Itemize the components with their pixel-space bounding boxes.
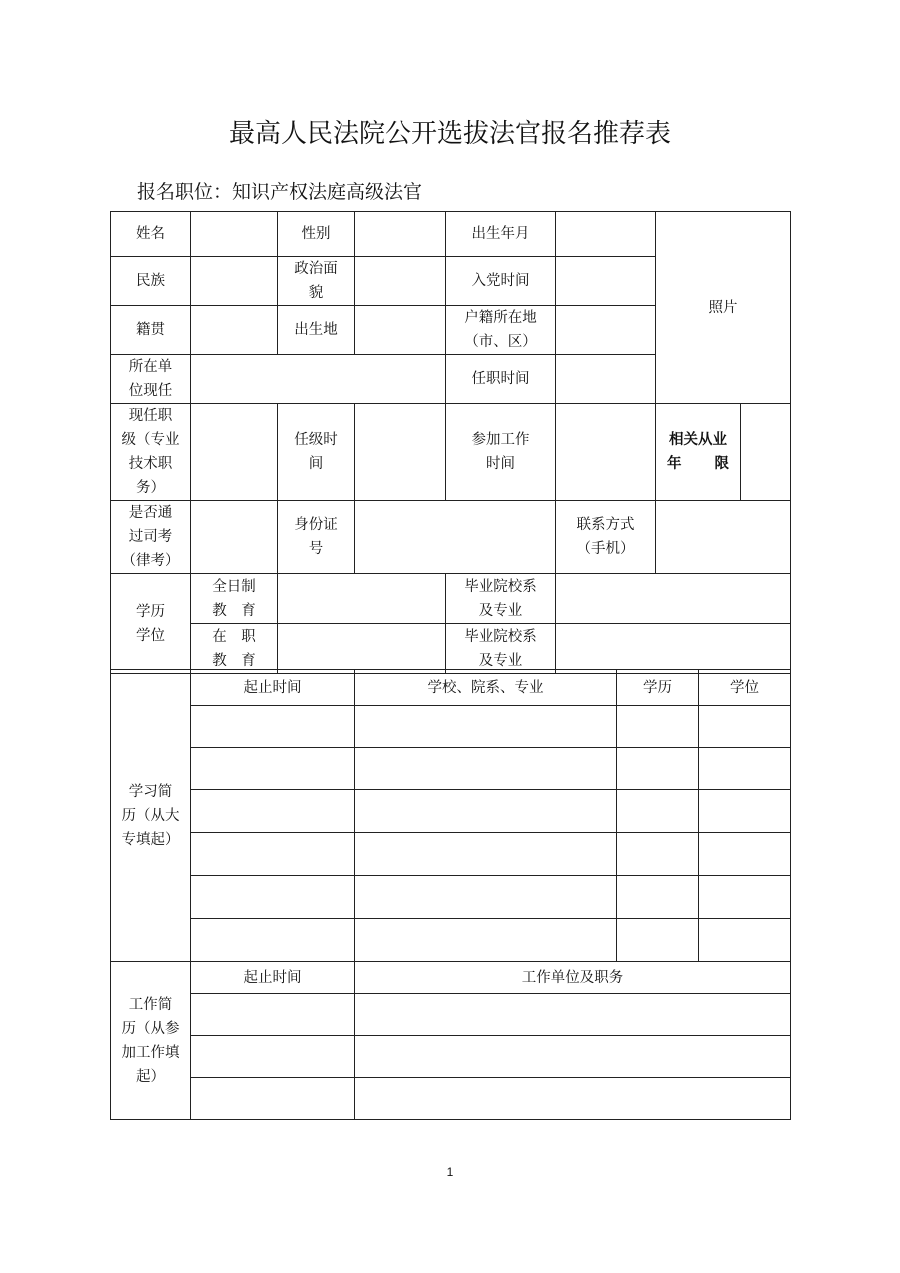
work-unit-cell[interactable] (355, 1078, 791, 1120)
contact-field[interactable] (656, 501, 791, 574)
study-school-cell[interactable] (355, 876, 617, 919)
study-degree-cell[interactable] (617, 790, 699, 833)
study-period-cell[interactable] (191, 876, 355, 919)
exam-label: 是否通 过司考 （律考） (121, 505, 180, 569)
rank-label: 现任职 级（专业 技术职 务） (121, 408, 180, 496)
study-row (111, 790, 791, 833)
work-header-period: 起止时间 (191, 962, 355, 994)
basic-info-table (110, 211, 791, 674)
study-row (111, 706, 791, 748)
study-history-table (110, 669, 791, 962)
page-number: 1 (446, 1165, 454, 1179)
work-start-label: 参加工作 时间 (471, 432, 530, 472)
parttime-label-line1: 在 职 (212, 628, 256, 645)
party-date-field[interactable] (556, 257, 656, 306)
form-title: 最高人民法院公开选拔法官报名推荐表 (228, 119, 671, 149)
study-school-cell[interactable] (355, 790, 617, 833)
study-school-cell[interactable] (355, 706, 617, 748)
rank-field[interactable] (191, 404, 278, 501)
parttime-degree-field[interactable] (278, 624, 446, 674)
study-degree-cell[interactable] (617, 919, 699, 962)
rank-date-field[interactable] (355, 404, 446, 501)
parttime-school-label: 毕业院校系 及专业 (464, 628, 537, 669)
study-diploma-cell[interactable] (699, 833, 791, 876)
work-unit-cell[interactable] (355, 994, 791, 1036)
study-header-degree: 学历 (617, 670, 699, 706)
study-period-cell[interactable] (191, 919, 355, 962)
study-period-cell[interactable] (191, 748, 355, 790)
study-diploma-cell[interactable] (699, 876, 791, 919)
study-diploma-cell[interactable] (699, 919, 791, 962)
study-period-cell[interactable] (191, 833, 355, 876)
study-header-diploma: 学位 (699, 670, 791, 706)
study-diploma-cell[interactable] (699, 748, 791, 790)
years-label-line2 (667, 452, 729, 476)
household-field[interactable] (556, 306, 656, 355)
study-school-cell[interactable] (355, 748, 617, 790)
fulltime-label (191, 574, 278, 624)
study-row (111, 833, 791, 876)
parttime-label (191, 624, 278, 674)
study-school-cell[interactable] (355, 919, 617, 962)
work-header-unit: 工作单位及职务 (355, 962, 791, 994)
work-history-table (110, 961, 791, 1120)
appoint-date-label: 任职时间 (446, 355, 556, 404)
work-row (111, 994, 791, 1036)
gender-field[interactable] (355, 212, 446, 257)
study-degree-cell[interactable] (617, 706, 699, 748)
birth-label: 出生年月 (446, 212, 556, 257)
fulltime-label-line1: 全日制 (212, 578, 256, 595)
study-school-cell[interactable] (355, 833, 617, 876)
birthplace-field[interactable] (355, 306, 446, 355)
political-field[interactable] (355, 257, 446, 306)
exam-field[interactable] (191, 501, 278, 574)
appoint-date-field[interactable] (556, 355, 656, 404)
study-degree-cell[interactable] (617, 833, 699, 876)
study-header-period: 起止时间 (191, 670, 355, 706)
party-date-label: 入党时间 (446, 257, 556, 306)
work-row (111, 1078, 791, 1120)
work-period-cell[interactable] (191, 1036, 355, 1078)
unit-label: 所在单 位现任 (128, 359, 173, 399)
study-row (111, 919, 791, 962)
parttime-school-field[interactable] (556, 624, 791, 674)
fulltime-degree-field[interactable] (278, 574, 446, 624)
fulltime-label-line2: 教 育 (212, 602, 256, 619)
name-label: 姓名 (111, 212, 191, 257)
years-label-char-b: 限 (714, 456, 729, 472)
ethnicity-label: 民族 (111, 257, 191, 306)
contact-label: 联系方式 （手机） (576, 517, 635, 557)
study-period-cell[interactable] (191, 790, 355, 833)
degree-label: 学历 学位 (136, 603, 165, 644)
work-section-label: 工作简 历（从参 加工作填 起） (121, 996, 180, 1085)
political-label: 政治面 貌 (294, 261, 338, 301)
study-period-cell[interactable] (191, 706, 355, 748)
work-period-cell[interactable] (191, 994, 355, 1036)
household-label: 户籍所在地 （市、区） (464, 310, 537, 350)
study-row (111, 876, 791, 919)
study-diploma-cell[interactable] (699, 790, 791, 833)
years-label-char-a: 年 (667, 456, 696, 472)
years-label (656, 404, 741, 501)
rank-date-label: 任级时 间 (294, 432, 338, 472)
study-diploma-cell[interactable] (699, 706, 791, 748)
unit-field[interactable] (191, 355, 446, 404)
name-field[interactable] (191, 212, 278, 257)
birth-field[interactable] (556, 212, 656, 257)
id-label: 身份证 号 (294, 517, 338, 557)
study-degree-cell[interactable] (617, 748, 699, 790)
native-label: 籍贯 (111, 306, 191, 355)
gender-label: 性别 (278, 212, 355, 257)
birthplace-label: 出生地 (278, 306, 355, 355)
native-field[interactable] (191, 306, 278, 355)
years-label-line1: 相关从业 (669, 432, 727, 448)
fulltime-school-field[interactable] (556, 574, 791, 624)
work-period-cell[interactable] (191, 1078, 355, 1120)
photo-label: 照片 (708, 299, 738, 316)
position-line: 报名职位：知识产权法庭高级法官 (137, 181, 423, 203)
study-row (111, 748, 791, 790)
work-start-field[interactable] (556, 404, 656, 501)
id-field[interactable] (355, 501, 556, 574)
work-row (111, 1036, 791, 1078)
study-section-label: 学习简 历（从大 专填起） (121, 783, 180, 848)
photo-box (656, 212, 791, 404)
fulltime-school-label: 毕业院校系 及专业 (464, 578, 537, 619)
work-unit-cell[interactable] (355, 1036, 791, 1078)
parttime-label-line2: 教 育 (212, 652, 256, 669)
ethnicity-field[interactable] (191, 257, 278, 306)
years-field[interactable] (741, 404, 791, 501)
study-header-school: 学校、院系、专业 (355, 670, 617, 706)
study-degree-cell[interactable] (617, 876, 699, 919)
